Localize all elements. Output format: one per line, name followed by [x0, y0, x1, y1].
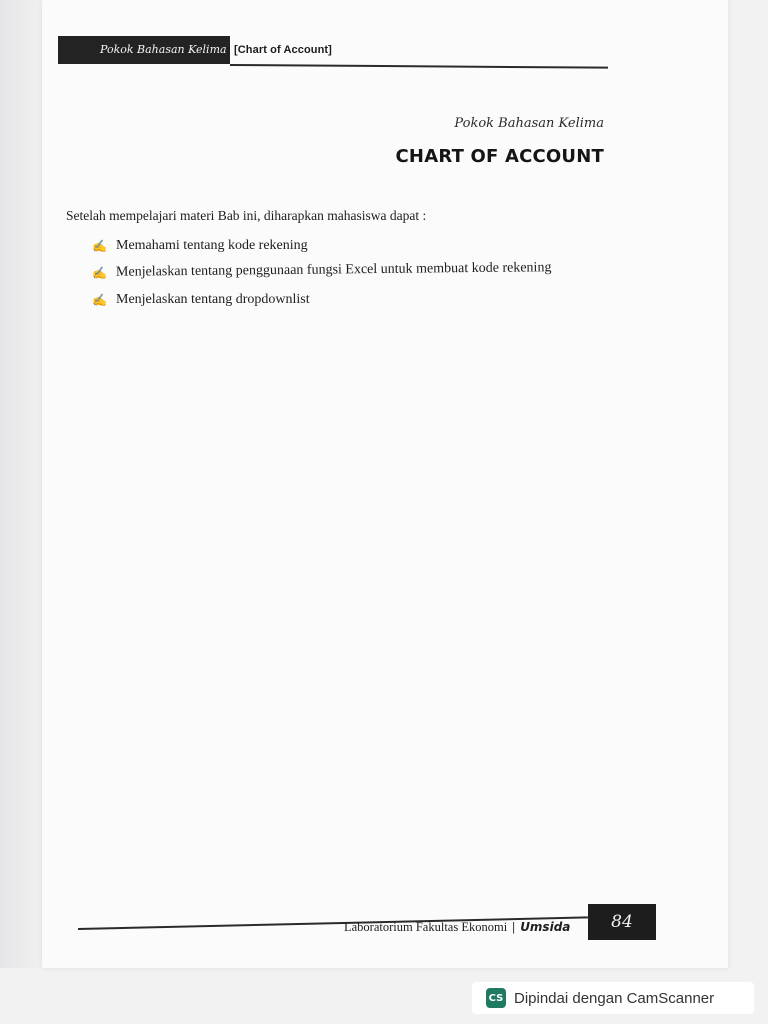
section-subtitle: Pokok Bahasan Kelima [454, 116, 604, 131]
intro-text: Setelah mempelajari materi Bab ini, diharapkan mahasiswa dapat : [66, 208, 427, 223]
objective-text: Menjelaskan tentang dropdownlist [116, 291, 310, 307]
objective-text: Menjelaskan tentang penggunaan fungsi Excel untuk membuat kode rekening [115, 259, 552, 280]
footer-separator: | [512, 920, 516, 934]
header-band: Pokok Bahasan Kelima [58, 36, 230, 64]
camscanner-logo-icon: CS [486, 988, 506, 1008]
list-item [92, 254, 552, 286]
objectives-list [92, 232, 551, 313]
page-number: 84 [588, 904, 656, 940]
writing-hand-icon: ✍ [92, 292, 107, 307]
document-page [42, 0, 728, 968]
header-label: [Chart of Account] [234, 44, 332, 56]
writing-hand-icon: ✍ [92, 238, 107, 253]
footer-lab: Laboratorium Fakultas Ekonomi [344, 920, 508, 934]
footer-brand: Umsida [520, 920, 571, 934]
camscanner-watermark [472, 982, 754, 1014]
footer-text [344, 920, 570, 935]
list-item [92, 286, 551, 313]
writing-hand-icon: ✍ [91, 265, 108, 280]
page-shadow [0, 0, 42, 968]
objective-text: Memahami tentang kode rekening [116, 237, 308, 253]
section-title: CHART OF ACCOUNT [395, 146, 604, 167]
watermark-text: Dipindai dengan CamScanner [514, 989, 715, 1007]
